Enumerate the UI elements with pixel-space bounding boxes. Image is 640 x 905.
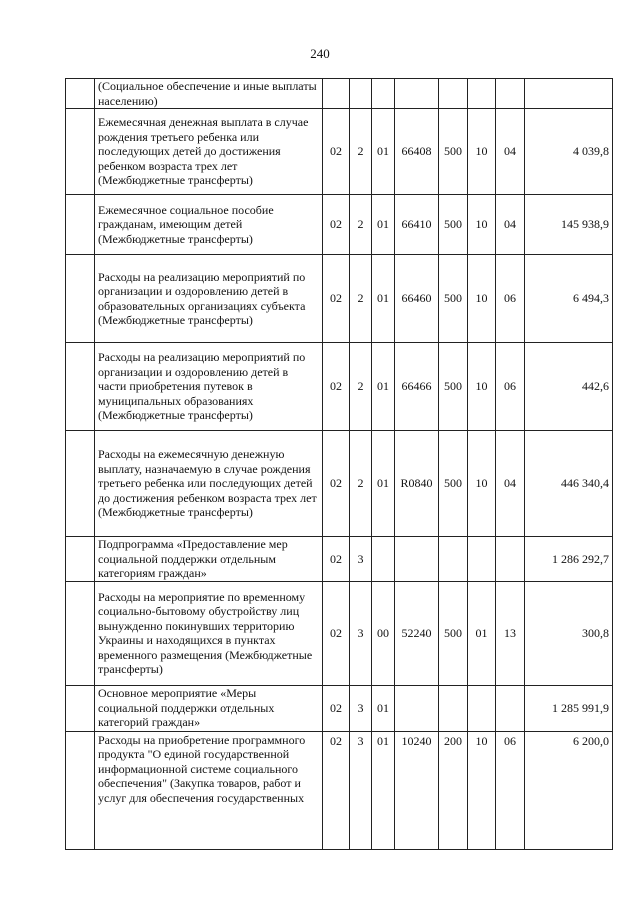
expense-name: Расходы на ежемесячную денежную выплату, назначаемую в случае рождения третьего ребенка или последующих детей до достижения ребенком возраста трех лет (Межбюджетные трансферты) xyxy=(95,431,323,537)
code-dir xyxy=(395,79,439,109)
code-dir: 66460 xyxy=(395,255,439,343)
code-vr: 500 xyxy=(439,581,468,685)
code-rz: 02 xyxy=(323,109,350,195)
code-subsection: 04 xyxy=(496,195,525,255)
code-section: 01 xyxy=(468,581,496,685)
code-subsection: 13 xyxy=(496,581,525,685)
code-dir: 10240 xyxy=(395,731,439,849)
code-dir: 52240 xyxy=(395,581,439,685)
row-blank-cell xyxy=(66,255,95,343)
code-subsection: 06 xyxy=(496,731,525,849)
code-subsection xyxy=(496,79,525,109)
expense-name: Подпрограмма «Предоставление мер социальной поддержки отдельным категориям граждан» xyxy=(95,537,323,582)
expense-name: Расходы на мероприятие по временному социально-бытовому обустройству лиц вынужденно покинувших территорию Украины и находящихся в пунктах временного размещения (Межбюджетные трансферты) xyxy=(95,581,323,685)
code-subsection: 04 xyxy=(496,431,525,537)
code-rz: 02 xyxy=(323,685,350,731)
row-blank-cell xyxy=(66,343,95,431)
code-prz: 2 xyxy=(350,195,372,255)
code-prz: 2 xyxy=(350,343,372,431)
table-row xyxy=(66,343,613,431)
code-dir: 66410 xyxy=(395,195,439,255)
code-prz: 2 xyxy=(350,431,372,537)
row-blank-cell xyxy=(66,431,95,537)
expense-name: Ежемесячное социальное пособие гражданам, имеющим детей (Межбюджетные трансферты) xyxy=(95,195,323,255)
code-ms: 00 xyxy=(372,581,395,685)
code-subsection xyxy=(496,685,525,731)
page-number: 240 xyxy=(310,46,330,61)
table-row xyxy=(66,731,613,849)
code-dir xyxy=(395,537,439,582)
code-section: 10 xyxy=(468,109,496,195)
expense-name: Расходы на приобретение программного продукта "О единой государственной информационной системе социального обеспечения" (Закупка товаров, работ и услуг для обеспечения государственных xyxy=(95,731,323,849)
code-ms: 01 xyxy=(372,255,395,343)
code-ms: 01 xyxy=(372,731,395,849)
code-ms: 01 xyxy=(372,685,395,731)
table-row xyxy=(66,255,613,343)
expense-name: (Социальное обеспечение и иные выплаты населению) xyxy=(95,79,323,109)
code-section: 10 xyxy=(468,195,496,255)
table-row xyxy=(66,581,613,685)
code-rz: 02 xyxy=(323,537,350,582)
code-vr: 500 xyxy=(439,431,468,537)
amount: 1 285 991,9 xyxy=(525,685,613,731)
code-rz: 02 xyxy=(323,195,350,255)
code-section: 10 xyxy=(468,255,496,343)
code-rz: 02 xyxy=(323,581,350,685)
table-row xyxy=(66,109,613,195)
row-blank-cell xyxy=(66,109,95,195)
row-blank-cell xyxy=(66,195,95,255)
code-subsection: 06 xyxy=(496,255,525,343)
code-section xyxy=(468,537,496,582)
code-prz: 2 xyxy=(350,109,372,195)
code-section: 10 xyxy=(468,431,496,537)
code-section: 10 xyxy=(468,731,496,849)
amount: 1 286 292,7 xyxy=(525,537,613,582)
code-prz xyxy=(350,79,372,109)
amount xyxy=(525,79,613,109)
code-dir: R0840 xyxy=(395,431,439,537)
expense-name: Ежемесячная денежная выплата в случае рождения третьего ребенка или последующих детей до достижения ребенком возраста трех лет (Межбюджетные трансферты) xyxy=(95,109,323,195)
code-ms: 01 xyxy=(372,195,395,255)
amount: 446 340,4 xyxy=(525,431,613,537)
row-blank-cell xyxy=(66,731,95,849)
code-vr: 500 xyxy=(439,255,468,343)
code-vr: 500 xyxy=(439,195,468,255)
code-dir xyxy=(395,685,439,731)
code-rz xyxy=(323,79,350,109)
code-subsection: 06 xyxy=(496,343,525,431)
code-section xyxy=(468,685,496,731)
code-ms xyxy=(372,537,395,582)
code-rz: 02 xyxy=(323,731,350,849)
amount: 6 494,3 xyxy=(525,255,613,343)
amount: 6 200,0 xyxy=(525,731,613,849)
table-row xyxy=(66,79,613,109)
row-blank-cell xyxy=(66,581,95,685)
code-vr xyxy=(439,685,468,731)
expense-name: Расходы на реализацию мероприятий по организации и оздоровлению детей в образовательных организациях субъекта (Межбюджетные трансферты) xyxy=(95,255,323,343)
code-vr: 500 xyxy=(439,343,468,431)
amount: 442,6 xyxy=(525,343,613,431)
amount: 145 938,9 xyxy=(525,195,613,255)
code-prz: 3 xyxy=(350,731,372,849)
row-blank-cell xyxy=(66,537,95,582)
code-prz: 3 xyxy=(350,537,372,582)
code-prz: 2 xyxy=(350,255,372,343)
code-vr xyxy=(439,537,468,582)
code-rz: 02 xyxy=(323,431,350,537)
budget-table xyxy=(65,78,613,850)
code-vr: 200 xyxy=(439,731,468,849)
code-subsection xyxy=(496,537,525,582)
code-prz: 3 xyxy=(350,581,372,685)
expense-name: Расходы на реализацию мероприятий по организации и оздоровлению детей в части приобретения путевок в муниципальных образованиях (Межбюджетные трансферты) xyxy=(95,343,323,431)
table-row xyxy=(66,431,613,537)
code-dir: 66408 xyxy=(395,109,439,195)
expense-name: Основное мероприятие «Меры социальной поддержки отдельных категорий граждан» xyxy=(95,685,323,731)
code-section xyxy=(468,79,496,109)
code-prz: 3 xyxy=(350,685,372,731)
code-vr: 500 xyxy=(439,109,468,195)
code-rz: 02 xyxy=(323,255,350,343)
code-vr xyxy=(439,79,468,109)
table-row xyxy=(66,685,613,731)
amount: 4 039,8 xyxy=(525,109,613,195)
amount: 300,8 xyxy=(525,581,613,685)
code-ms: 01 xyxy=(372,343,395,431)
table-row xyxy=(66,195,613,255)
row-blank-cell xyxy=(66,79,95,109)
code-ms xyxy=(372,79,395,109)
code-dir: 66466 xyxy=(395,343,439,431)
row-blank-cell xyxy=(66,685,95,731)
code-section: 10 xyxy=(468,343,496,431)
code-subsection: 04 xyxy=(496,109,525,195)
code-ms: 01 xyxy=(372,109,395,195)
code-ms: 01 xyxy=(372,431,395,537)
code-rz: 02 xyxy=(323,343,350,431)
table-row xyxy=(66,537,613,582)
